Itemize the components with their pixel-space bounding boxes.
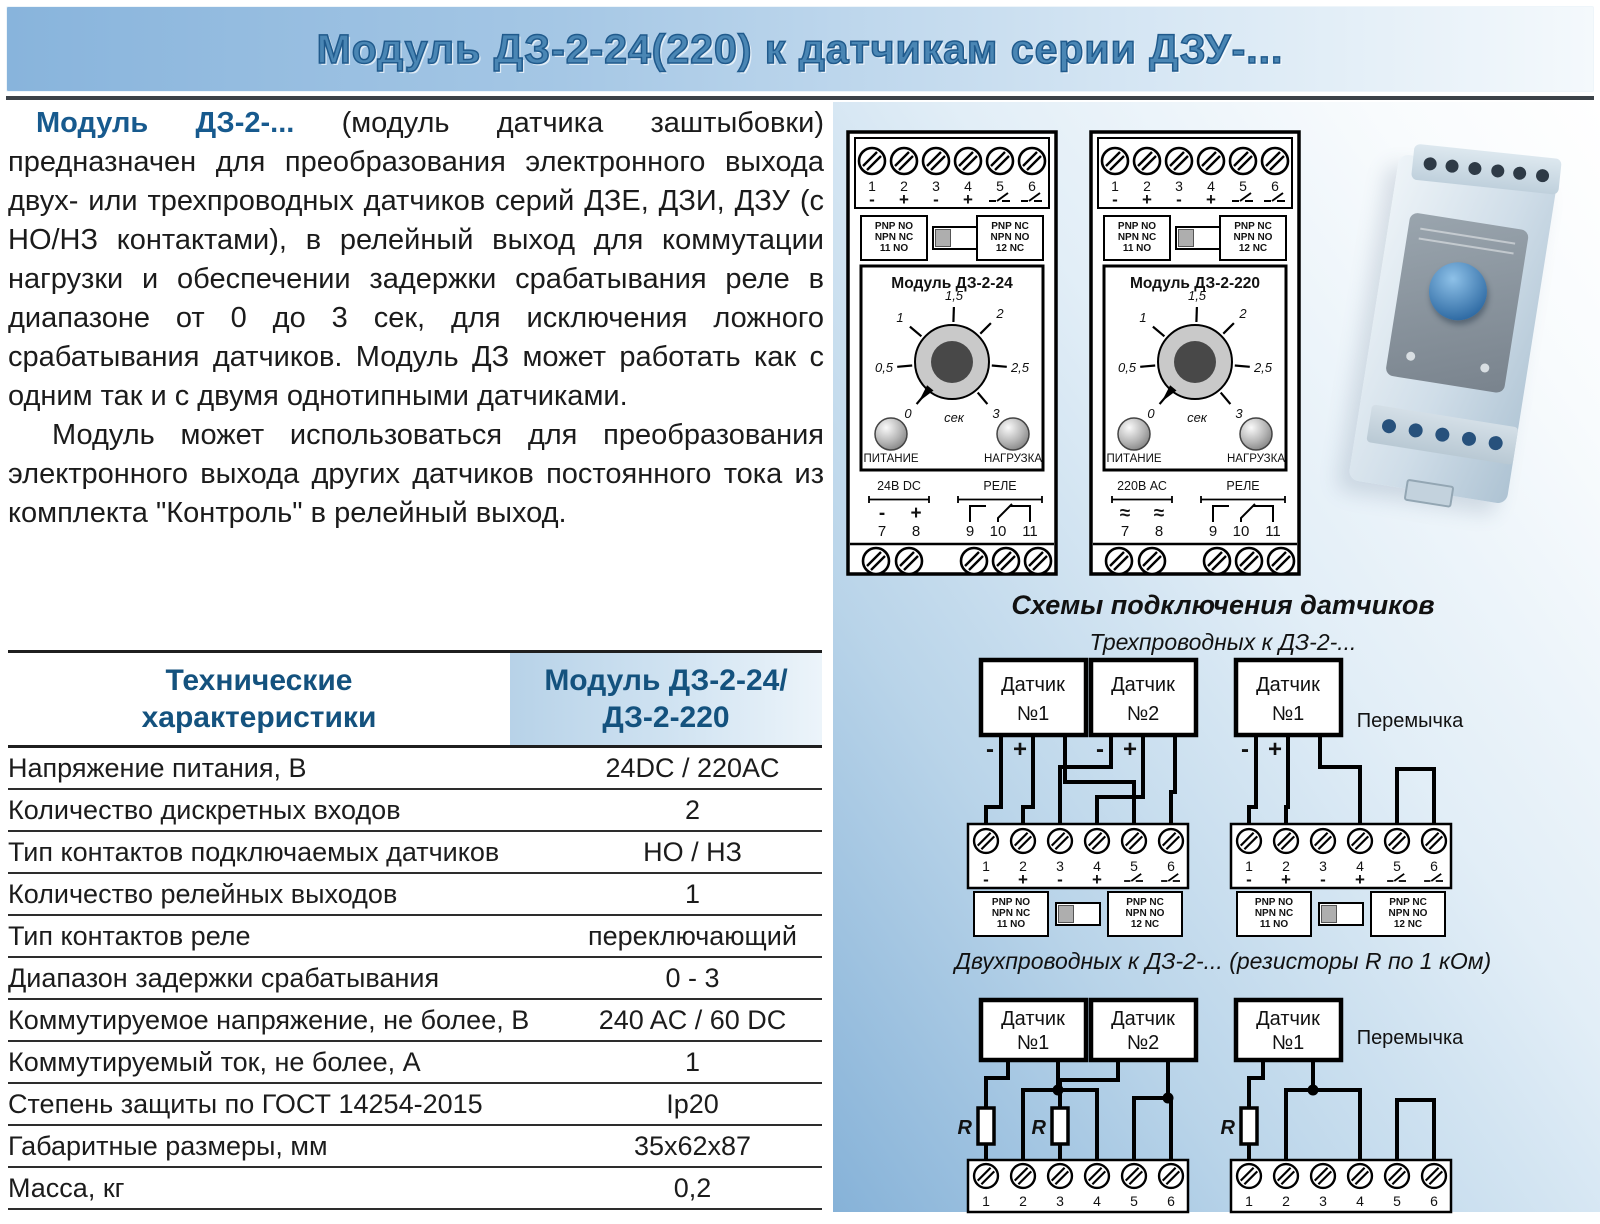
svg-text:-: -	[1320, 870, 1326, 889]
svg-text:4: 4	[964, 178, 972, 194]
table-row	[8, 1000, 822, 1042]
svg-text:3: 3	[1175, 178, 1183, 194]
intro-paragraph-2: Модуль может использоваться для преобразования электронного выхода других датчиков постоянного тока из комплекта "Контроль" в релейный выход.	[8, 419, 824, 529]
svg-text:1: 1	[1245, 1193, 1253, 1209]
right-panel	[833, 102, 1600, 1212]
svg-text:Датчик: Датчик	[1001, 1008, 1065, 1030]
load-led	[997, 418, 1029, 450]
svg-text:11 NO: 11 NO	[879, 243, 909, 254]
svg-text:2,5: 2,5	[1010, 360, 1030, 375]
svg-text:10: 10	[989, 523, 1007, 540]
table-row	[8, 790, 822, 832]
svg-text:NPN NC: NPN NC	[1254, 908, 1294, 919]
load-led-label: НАГРУЗКА	[1227, 453, 1285, 465]
power-led-label: ПИТАНИЕ	[1106, 453, 1162, 465]
svg-text:≈: ≈	[1153, 503, 1165, 524]
spec-value: НО / НЗ	[643, 836, 742, 867]
spec-label: Степень защиты по ГОСТ 14254-2015	[8, 1088, 483, 1119]
wires-right-group	[1249, 1060, 1434, 1160]
svg-text:-: -	[933, 190, 939, 209]
svg-text:12 NC: 12 NC	[1130, 919, 1160, 930]
svg-text:Датчик: Датчик	[1256, 1008, 1320, 1030]
svg-text:1,5: 1,5	[944, 288, 964, 303]
slide-switch-icon	[933, 227, 977, 249]
intro-paragraph-1	[8, 104, 824, 416]
svg-text:№2: №2	[1126, 703, 1160, 725]
svg-text:+: +	[910, 503, 922, 524]
svg-text:9: 9	[1208, 523, 1218, 540]
svg-text:2: 2	[1019, 1193, 1027, 1209]
table-row	[8, 748, 822, 790]
svg-text:3: 3	[1235, 406, 1243, 421]
svg-text:3: 3	[932, 178, 940, 194]
terminal-strip-right	[1231, 1160, 1451, 1212]
svg-text:1: 1	[1139, 310, 1147, 325]
slide-switch-icon	[1056, 903, 1100, 925]
header-banner	[6, 6, 1594, 92]
svg-text:-: -	[869, 190, 875, 209]
svg-text:-: -	[1246, 870, 1252, 889]
terminal-strip-left	[968, 824, 1188, 936]
svg-text:7: 7	[1120, 523, 1130, 540]
svg-text:1: 1	[868, 178, 876, 194]
photo-din-clip	[1404, 479, 1455, 508]
svg-text:24В DC: 24В DC	[877, 479, 921, 493]
svg-text:№1: №1	[1016, 703, 1050, 725]
spec-value: 35x62x87	[633, 1130, 752, 1161]
svg-text:Датчик: Датчик	[1001, 674, 1065, 696]
svg-text:11: 11	[1265, 523, 1281, 540]
table-row	[8, 1084, 822, 1126]
svg-text:220В АС: 220В АС	[1117, 479, 1167, 493]
product-photo	[1303, 130, 1600, 560]
schematics-title: Схемы подключения датчиков	[1011, 590, 1435, 620]
svg-text:1: 1	[982, 1193, 990, 1209]
slide-switch-icon	[1319, 903, 1363, 925]
spec-table	[8, 650, 822, 1210]
svg-text:6: 6	[1271, 178, 1279, 194]
svg-text:NPN NO: NPN NO	[1233, 232, 1273, 243]
sensor-box-2	[1091, 1000, 1196, 1060]
spec-label: Коммутируемый ток, не более, А	[8, 1046, 421, 1077]
table-row	[8, 958, 822, 1000]
photo-led	[1480, 363, 1490, 373]
svg-text:2: 2	[996, 306, 1004, 321]
photo-led	[1406, 351, 1416, 361]
sensor-box-2	[1091, 660, 1196, 735]
svg-text:0,5: 0,5	[1117, 360, 1137, 375]
svg-text:NPN NC: NPN NC	[874, 232, 914, 243]
svg-text:1: 1	[982, 858, 990, 874]
spec-label: Тип контактов реле	[8, 920, 251, 951]
svg-text:PNP NC: PNP NC	[1126, 897, 1164, 908]
svg-text:NPN NO: NPN NO	[990, 232, 1030, 243]
svg-text:12 NC: 12 NC	[1238, 243, 1268, 254]
spec-label: Количество дискретных входов	[8, 794, 401, 825]
resistors	[958, 1108, 1257, 1144]
svg-text:8: 8	[911, 523, 921, 540]
svg-text:11 NO: 11 NO	[996, 919, 1026, 930]
terminal-strip-right	[1231, 824, 1451, 936]
spec-label: Количество релейных выходов	[8, 878, 398, 909]
svg-text:3: 3	[992, 406, 1000, 421]
spec-table-header	[8, 650, 822, 748]
svg-text:Датчик: Датчик	[1111, 1008, 1175, 1030]
svg-text:8: 8	[1154, 523, 1164, 540]
svg-text:-: -	[983, 870, 989, 889]
spec-label: Диапазон задержки срабатывания	[8, 962, 440, 993]
svg-text:5: 5	[996, 178, 1004, 194]
svg-text:6: 6	[1167, 858, 1175, 874]
module-diagram-dz-2-24	[846, 130, 1058, 576]
svg-text:Датчик: Датчик	[1256, 674, 1320, 696]
svg-text:9: 9	[965, 523, 975, 540]
svg-text:№1: №1	[1016, 1032, 1050, 1054]
svg-text:NPN NC: NPN NC	[991, 908, 1031, 919]
svg-text:PNP NO: PNP NO	[1117, 221, 1157, 232]
spec-value: переключающий	[588, 920, 797, 951]
table-row	[8, 874, 822, 916]
svg-text:4: 4	[1356, 1193, 1364, 1209]
junction-dot	[1308, 1085, 1319, 1096]
spec-value: 24DC / 220AC	[605, 752, 780, 783]
svg-text:-: -	[878, 503, 886, 524]
page-title: Модуль ДЗ-2-24(220) к датчикам серии ДЗУ-...	[316, 25, 1284, 72]
svg-text:+: +	[1281, 870, 1291, 889]
terminal-strip-left	[968, 1160, 1188, 1212]
module-diagram-dz-2-220	[1089, 130, 1301, 576]
svg-text:PNP NO: PNP NO	[991, 897, 1031, 908]
svg-text:№1: №1	[1271, 703, 1305, 725]
module-title: Модуль ДЗ-2-220	[1129, 275, 1261, 292]
svg-text:+: +	[1142, 190, 1152, 209]
svg-text:11 NO: 11 NO	[1122, 243, 1152, 254]
svg-text:+: +	[899, 190, 909, 209]
svg-text:№1: №1	[1271, 1032, 1305, 1054]
spec-value: 0,2	[673, 1172, 712, 1203]
svg-text:1: 1	[1111, 178, 1119, 194]
table-row	[8, 1042, 822, 1084]
svg-text:R: R	[1031, 1117, 1046, 1139]
svg-text:12 NC: 12 NC	[1393, 919, 1423, 930]
photo-front-panel	[1385, 212, 1529, 394]
svg-text:4: 4	[1093, 858, 1101, 874]
svg-text:2: 2	[1282, 1193, 1290, 1209]
svg-text:5: 5	[1239, 178, 1247, 194]
svg-text:PNP NO: PNP NO	[1254, 897, 1294, 908]
jumper-label: Перемычка	[1356, 1027, 1464, 1049]
spec-label: Коммутируемое напряжение, не более, В	[8, 1004, 530, 1035]
svg-text:-: -	[1241, 736, 1249, 763]
svg-text:11 NO: 11 NO	[1259, 919, 1289, 930]
junction-dot	[1163, 1093, 1174, 1104]
svg-text:3: 3	[1056, 1193, 1064, 1209]
intro-text	[8, 104, 824, 533]
svg-text:4: 4	[1207, 178, 1215, 194]
svg-text:-: -	[1057, 870, 1063, 889]
table-row	[8, 916, 822, 958]
module-title: Модуль ДЗ-2-24	[891, 275, 1013, 292]
svg-text:сек: сек	[944, 410, 964, 425]
svg-text:2: 2	[1019, 858, 1027, 874]
svg-text:5: 5	[1130, 858, 1138, 874]
svg-text:-: -	[986, 736, 994, 763]
svg-text:0: 0	[1147, 406, 1155, 421]
sensor-box-1b	[1236, 660, 1341, 735]
spec-label: Масса, кг	[8, 1172, 125, 1203]
sensor-box-1b	[1236, 1000, 1341, 1060]
svg-text:-: -	[1176, 190, 1182, 209]
intro-paragraph-1-body: (модуль датчика заштыбовки) предназначен для преобразования электронного выхода двух- или трехпроводных датчиков серий ДЗЕ, ДЗИ, ДЗУ (с НО/НЗ контактами), в релейный выход для коммутации нагрузки и обеспечении задержки срабатывания реле в диапазоне от 0 до 3 сек, для исключения ложного срабатывания датчиков. Модуль ДЗ может работать как с одним так и с двумя однотипными датчиками.	[8, 107, 824, 412]
photo-bottom-terminals	[1366, 404, 1518, 465]
sensor-polarity-labels	[986, 736, 1282, 763]
spec-value: 1	[684, 878, 701, 909]
svg-text:№2: №2	[1126, 1032, 1160, 1054]
spec-value: 1	[684, 1046, 701, 1077]
svg-text:+: +	[1012, 736, 1028, 763]
svg-text:0,5: 0,5	[874, 360, 894, 375]
svg-text:R: R	[957, 1117, 972, 1139]
spec-value: Ip20	[666, 1088, 719, 1119]
power-led	[875, 418, 907, 450]
jumper-label: Перемычка	[1356, 710, 1464, 732]
power-led-label: ПИТАНИЕ	[863, 453, 919, 465]
svg-text:+: +	[1092, 870, 1102, 889]
table-row	[8, 1126, 822, 1168]
svg-text:Датчик: Датчик	[1111, 674, 1175, 696]
svg-text:1: 1	[896, 310, 904, 325]
svg-text:1: 1	[1245, 858, 1253, 874]
svg-text:7: 7	[877, 523, 887, 540]
spec-value: 2	[684, 794, 701, 825]
spec-label: Тип контактов подключаемых датчиков	[8, 836, 500, 867]
power-led	[1118, 418, 1150, 450]
slide-switch-icon	[1176, 227, 1220, 249]
spec-value: 0 - 3	[665, 962, 720, 993]
svg-text:R: R	[1220, 1117, 1235, 1139]
svg-text:PNP NC: PNP NC	[1389, 897, 1427, 908]
product-photo-body	[1348, 154, 1558, 505]
svg-text:PNP NC: PNP NC	[1234, 221, 1272, 232]
svg-text:2: 2	[900, 178, 908, 194]
load-led-label: НАГРУЗКА	[984, 453, 1042, 465]
svg-text:11: 11	[1022, 523, 1038, 540]
svg-text:5: 5	[1130, 1193, 1138, 1209]
svg-text:3: 3	[1319, 858, 1327, 874]
svg-text:РЕЛЕ: РЕЛЕ	[983, 479, 1017, 493]
sensor-box-1	[981, 1000, 1086, 1060]
svg-text:6: 6	[1430, 1193, 1438, 1209]
svg-text:6: 6	[1167, 1193, 1175, 1209]
spec-header-params: Технические характеристики	[141, 664, 377, 734]
spec-value: 240 AC / 60 DC	[598, 1004, 787, 1035]
load-led	[1240, 418, 1272, 450]
svg-text:6: 6	[1028, 178, 1036, 194]
schematic-2wire	[948, 968, 1488, 1214]
svg-text:+: +	[1206, 190, 1216, 209]
table-row	[8, 1168, 822, 1210]
svg-text:NPN NO: NPN NO	[1388, 908, 1428, 919]
svg-text:6: 6	[1430, 858, 1438, 874]
svg-text:+: +	[1267, 736, 1283, 763]
junction-dot	[1053, 1085, 1064, 1096]
svg-text:4: 4	[1093, 1193, 1101, 1209]
svg-text:-: -	[1096, 736, 1104, 763]
divider-line	[6, 96, 1594, 100]
svg-text:3: 3	[1319, 1193, 1327, 1209]
spec-header-model: Модуль ДЗ-2-24/ДЗ-2-220	[510, 653, 822, 745]
svg-text:PNP NC: PNP NC	[991, 221, 1029, 232]
svg-text:4: 4	[1356, 858, 1364, 874]
sensor-box-1	[981, 660, 1086, 735]
schematic-3wire	[948, 647, 1488, 947]
svg-text:NPN NO: NPN NO	[1125, 908, 1165, 919]
svg-text:3: 3	[1056, 858, 1064, 874]
svg-text:+: +	[1355, 870, 1365, 889]
spec-label: Напряжение питания, В	[8, 752, 307, 783]
svg-text:2: 2	[1239, 306, 1247, 321]
spec-label: Габаритные размеры, мм	[8, 1130, 328, 1161]
svg-text:5: 5	[1393, 1193, 1401, 1209]
svg-text:2: 2	[1143, 178, 1151, 194]
svg-text:РЕЛЕ: РЕЛЕ	[1226, 479, 1260, 493]
svg-text:2: 2	[1282, 858, 1290, 874]
svg-text:+: +	[1122, 736, 1138, 763]
svg-text:сек: сек	[1187, 410, 1207, 425]
schematics-subtitle-3wire: Трехпроводных к ДЗ-2-...	[1089, 629, 1357, 655]
svg-text:≈: ≈	[1119, 503, 1131, 524]
photo-knob	[1425, 258, 1491, 324]
svg-text:5: 5	[1393, 858, 1401, 874]
svg-text:12 NC: 12 NC	[995, 243, 1025, 254]
svg-text:PNP NO: PNP NO	[874, 221, 914, 232]
svg-text:2,5: 2,5	[1253, 360, 1273, 375]
svg-text:+: +	[963, 190, 973, 209]
photo-top-terminals	[1411, 144, 1562, 195]
wires-left-group	[986, 1060, 1171, 1160]
table-row	[8, 832, 822, 874]
svg-text:10: 10	[1232, 523, 1250, 540]
svg-text:-: -	[1112, 190, 1118, 209]
svg-text:NPN NC: NPN NC	[1117, 232, 1157, 243]
intro-lead: Модуль ДЗ-2-...	[36, 107, 295, 139]
svg-text:+: +	[1018, 870, 1028, 889]
schematics-subtitle-2wire: Двухпроводных к ДЗ-2-... (резисторы R по 1 кОм)	[954, 948, 1492, 974]
svg-text:0: 0	[904, 406, 912, 421]
svg-text:1,5: 1,5	[1187, 288, 1207, 303]
